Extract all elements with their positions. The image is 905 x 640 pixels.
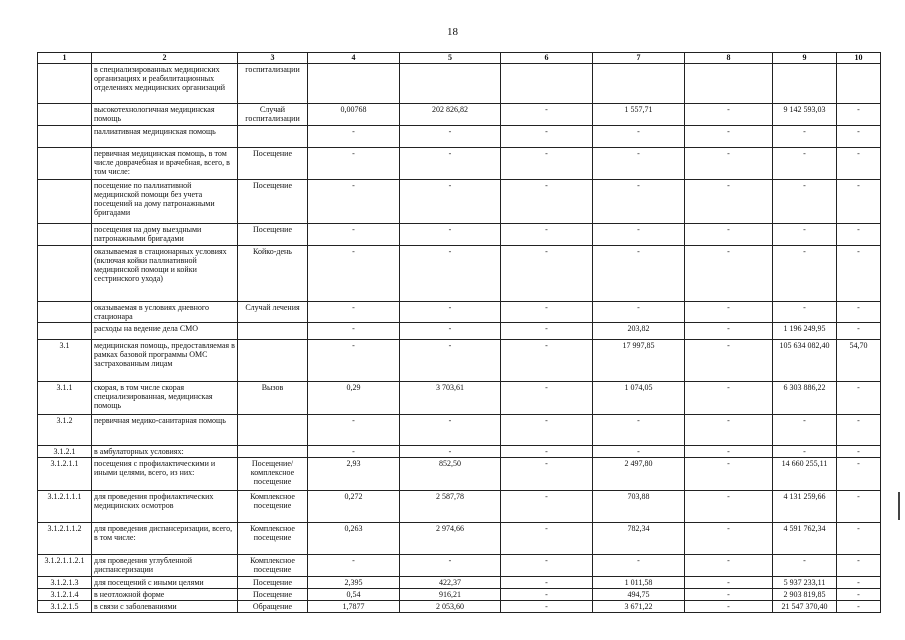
cell-col-8: - xyxy=(685,555,773,577)
cell-volume: - xyxy=(308,246,400,302)
cell-total-cost: - xyxy=(773,180,837,224)
cell-share: - xyxy=(837,589,881,601)
cell-col-6: - xyxy=(501,589,593,601)
column-header-5: 5 xyxy=(400,53,501,64)
cell-unit: Посещение xyxy=(238,589,308,601)
cell-col-8: - xyxy=(685,224,773,246)
cell-row-number xyxy=(38,104,92,126)
cell-total-cost: 4 131 259,66 xyxy=(773,491,837,523)
cell-col-6: - xyxy=(501,382,593,415)
cell-col-8 xyxy=(685,64,773,104)
cell-cost-per-unit: - xyxy=(400,323,501,340)
cell-row-number xyxy=(38,302,92,323)
cell-col-8: - xyxy=(685,104,773,126)
cell-row-number xyxy=(38,224,92,246)
cell-per-capita: 494,75 xyxy=(593,589,685,601)
cell-total-cost: - xyxy=(773,224,837,246)
cell-share: - xyxy=(837,382,881,415)
cell-row-description: первичная медико-санитарная помощь xyxy=(92,415,238,446)
table-row xyxy=(38,180,881,224)
cell-share: - xyxy=(837,302,881,323)
cell-row-description: оказываемая в стационарных условиях (включая койки паллиативной медицинской помощи и койки сестринского ухода) xyxy=(92,246,238,302)
cell-row-number xyxy=(38,148,92,180)
cell-share xyxy=(837,64,881,104)
cell-row-description: для посещений с иными целями xyxy=(92,577,238,589)
cell-col-6: - xyxy=(501,458,593,491)
cell-row-description: медицинская помощь, предоставляемая в рамках базовой программы ОМС застрахованным лицам xyxy=(92,340,238,382)
cell-row-number: 3.1.2.1.1.2.1 xyxy=(38,555,92,577)
column-header-4: 4 xyxy=(308,53,400,64)
cell-col-8: - xyxy=(685,382,773,415)
cell-col-8: - xyxy=(685,458,773,491)
cell-unit: Посещение xyxy=(238,577,308,589)
cell-share: - xyxy=(837,458,881,491)
table-row xyxy=(38,491,881,523)
cell-row-number: 3.1.2.1.1.1 xyxy=(38,491,92,523)
cell-cost-per-unit: 202 826,82 xyxy=(400,104,501,126)
cell-total-cost: - xyxy=(773,126,837,148)
cell-row-description: в связи с заболеваниями xyxy=(92,601,238,613)
cell-unit: Комплексное посещение xyxy=(238,491,308,523)
table-row xyxy=(38,601,881,613)
cell-col-6 xyxy=(501,64,593,104)
column-header-9: 9 xyxy=(773,53,837,64)
cell-total-cost: - xyxy=(773,148,837,180)
cell-row-number xyxy=(38,180,92,224)
cell-per-capita: 782,34 xyxy=(593,523,685,555)
cell-share: - xyxy=(837,601,881,613)
cell-col-8: - xyxy=(685,589,773,601)
cell-unit: Случай лечения xyxy=(238,302,308,323)
cell-total-cost: 9 142 593,03 xyxy=(773,104,837,126)
cell-per-capita: - xyxy=(593,302,685,323)
cell-unit: Посещение xyxy=(238,180,308,224)
header-row xyxy=(38,53,881,64)
table-row xyxy=(38,246,881,302)
cell-col-8: - xyxy=(685,446,773,458)
cell-volume: 1,7877 xyxy=(308,601,400,613)
cell-per-capita: 1 011,58 xyxy=(593,577,685,589)
cell-share: - xyxy=(837,323,881,340)
cell-share: - xyxy=(837,555,881,577)
cell-total-cost xyxy=(773,64,837,104)
cell-row-description: в специализированных медицинских организациях и реабилитационных отделениях медицинских организаций xyxy=(92,64,238,104)
cell-row-number: 3.1.2.1.1.2 xyxy=(38,523,92,555)
cell-cost-per-unit: 3 703,61 xyxy=(400,382,501,415)
cell-share: - xyxy=(837,446,881,458)
cell-total-cost: 105 634 082,40 xyxy=(773,340,837,382)
table-row xyxy=(38,458,881,491)
table-row xyxy=(38,415,881,446)
cell-row-description: высокотехнологичная медицинская помощь xyxy=(92,104,238,126)
cell-unit: Койко-день xyxy=(238,246,308,302)
cell-col-6: - xyxy=(501,180,593,224)
cell-share: - xyxy=(837,180,881,224)
cell-cost-per-unit: - xyxy=(400,302,501,323)
cell-total-cost: - xyxy=(773,555,837,577)
cell-per-capita: 2 497,80 xyxy=(593,458,685,491)
cell-per-capita: - xyxy=(593,126,685,148)
cell-cost-per-unit: - xyxy=(400,126,501,148)
table-row xyxy=(38,523,881,555)
cell-share: - xyxy=(837,491,881,523)
cell-per-capita: - xyxy=(593,148,685,180)
cell-row-number: 3.1.2.1.5 xyxy=(38,601,92,613)
cell-cost-per-unit xyxy=(400,64,501,104)
page-number: 18 xyxy=(447,26,458,38)
table-row xyxy=(38,126,881,148)
cell-row-number: 3.1 xyxy=(38,340,92,382)
cell-row-number xyxy=(38,246,92,302)
cell-row-description: посещения с профилактическими и иными целями, всего, из них: xyxy=(92,458,238,491)
cell-per-capita: - xyxy=(593,224,685,246)
cell-col-8: - xyxy=(685,523,773,555)
cell-per-capita: 703,88 xyxy=(593,491,685,523)
cell-row-description: первичная медицинская помощь, в том числе доврачебная и врачебная, всего, в том числе: xyxy=(92,148,238,180)
cell-share: - xyxy=(837,246,881,302)
cell-per-capita: - xyxy=(593,555,685,577)
cell-volume: 0,263 xyxy=(308,523,400,555)
cell-volume: - xyxy=(308,180,400,224)
cell-total-cost: 6 303 886,22 xyxy=(773,382,837,415)
cell-col-6: - xyxy=(501,577,593,589)
cell-row-description: расходы на ведение дела СМО xyxy=(92,323,238,340)
cell-cost-per-unit: - xyxy=(400,415,501,446)
cell-total-cost: 2 903 819,85 xyxy=(773,589,837,601)
cell-row-number: 3.1.2.1 xyxy=(38,446,92,458)
cell-col-6: - xyxy=(501,302,593,323)
cell-volume: - xyxy=(308,446,400,458)
cell-unit: Обращение xyxy=(238,601,308,613)
table-row xyxy=(38,148,881,180)
table-row xyxy=(38,224,881,246)
cell-share: - xyxy=(837,523,881,555)
column-header-10: 10 xyxy=(837,53,881,64)
cell-row-number: 3.1.1 xyxy=(38,382,92,415)
column-header-6: 6 xyxy=(501,53,593,64)
cell-total-cost: - xyxy=(773,302,837,323)
cell-share: - xyxy=(837,577,881,589)
cell-total-cost: 5 937 233,11 xyxy=(773,577,837,589)
cell-unit: Посещение/ комплексное посещение xyxy=(238,458,308,491)
cell-share: - xyxy=(837,104,881,126)
column-header-1: 1 xyxy=(38,53,92,64)
cell-per-capita: 17 997,85 xyxy=(593,340,685,382)
cell-cost-per-unit: 916,21 xyxy=(400,589,501,601)
table-row xyxy=(38,555,881,577)
cell-row-number: 3.1.2.1.3 xyxy=(38,577,92,589)
cell-volume: - xyxy=(308,302,400,323)
cell-per-capita: 1 074,05 xyxy=(593,382,685,415)
cell-cost-per-unit: 2 053,60 xyxy=(400,601,501,613)
table-row xyxy=(38,302,881,323)
table-row xyxy=(38,323,881,340)
column-header-7: 7 xyxy=(593,53,685,64)
cell-row-description: для проведения профилактических медицинских осмотров xyxy=(92,491,238,523)
cell-volume: - xyxy=(308,224,400,246)
cell-row-description: для проведения углубленной диспансеризации xyxy=(92,555,238,577)
cell-unit: Случай госпитализации xyxy=(238,104,308,126)
cell-row-description: скорая, в том числе скорая специализированная, медицинская помощь xyxy=(92,382,238,415)
cell-row-number xyxy=(38,126,92,148)
cell-volume: 0,272 xyxy=(308,491,400,523)
cell-col-6: - xyxy=(501,601,593,613)
cell-cost-per-unit: - xyxy=(400,148,501,180)
cell-unit: Вызов xyxy=(238,382,308,415)
cell-row-description: для проведения диспансеризации, всего, в том числе: xyxy=(92,523,238,555)
cell-cost-per-unit: - xyxy=(400,446,501,458)
cell-unit xyxy=(238,323,308,340)
cell-volume: - xyxy=(308,340,400,382)
cell-col-8: - xyxy=(685,577,773,589)
cell-row-description: паллиативная медицинская помощь xyxy=(92,126,238,148)
cell-share: - xyxy=(837,148,881,180)
cell-cost-per-unit: - xyxy=(400,180,501,224)
cell-col-8: - xyxy=(685,491,773,523)
cell-total-cost: 4 591 762,34 xyxy=(773,523,837,555)
cell-per-capita: - xyxy=(593,246,685,302)
cell-cost-per-unit: 2 974,66 xyxy=(400,523,501,555)
cell-col-6: - xyxy=(501,323,593,340)
cell-total-cost: - xyxy=(773,446,837,458)
cell-row-description: оказываемая в условиях дневного стационара xyxy=(92,302,238,323)
cell-unit xyxy=(238,415,308,446)
cell-per-capita: 1 557,71 xyxy=(593,104,685,126)
cell-total-cost: - xyxy=(773,246,837,302)
cell-share: - xyxy=(837,415,881,446)
cell-col-6: - xyxy=(501,224,593,246)
cell-unit xyxy=(238,446,308,458)
cell-volume: - xyxy=(308,415,400,446)
cell-col-8: - xyxy=(685,340,773,382)
cell-unit: Комплексное посещение xyxy=(238,555,308,577)
cell-volume: 0,00768 xyxy=(308,104,400,126)
cell-per-capita: - xyxy=(593,415,685,446)
cell-unit xyxy=(238,340,308,382)
cell-col-6: - xyxy=(501,246,593,302)
cell-unit xyxy=(238,126,308,148)
cell-per-capita: - xyxy=(593,180,685,224)
cell-col-8: - xyxy=(685,246,773,302)
cell-volume: 2,395 xyxy=(308,577,400,589)
table-row xyxy=(38,577,881,589)
cell-cost-per-unit: - xyxy=(400,224,501,246)
cell-unit: Посещение xyxy=(238,224,308,246)
cell-cost-per-unit: - xyxy=(400,246,501,302)
cell-col-8: - xyxy=(685,601,773,613)
cell-col-6: - xyxy=(501,555,593,577)
cell-col-8: - xyxy=(685,415,773,446)
cell-row-description: посещения на дому выездными патронажными бригадами xyxy=(92,224,238,246)
cell-cost-per-unit: - xyxy=(400,340,501,382)
cell-cost-per-unit: - xyxy=(400,555,501,577)
cell-per-capita xyxy=(593,64,685,104)
cell-col-8: - xyxy=(685,148,773,180)
cell-share: - xyxy=(837,126,881,148)
table-row xyxy=(38,64,881,104)
cell-cost-per-unit: 852,50 xyxy=(400,458,501,491)
cell-total-cost: - xyxy=(773,415,837,446)
cell-share: - xyxy=(837,224,881,246)
cell-row-number: 3.1.2.1.4 xyxy=(38,589,92,601)
cell-cost-per-unit: 422,37 xyxy=(400,577,501,589)
cell-col-6: - xyxy=(501,340,593,382)
cell-cost-per-unit: 2 587,78 xyxy=(400,491,501,523)
cell-share: 54,70 xyxy=(837,340,881,382)
table-body xyxy=(38,64,881,613)
cell-unit: Посещение xyxy=(238,148,308,180)
cell-volume: - xyxy=(308,323,400,340)
cell-unit: госпитализации xyxy=(238,64,308,104)
cell-row-number: 3.1.2.1.1 xyxy=(38,458,92,491)
cell-row-description: в амбулаторных условиях: xyxy=(92,446,238,458)
cell-total-cost: 14 660 255,11 xyxy=(773,458,837,491)
column-header-2: 2 xyxy=(92,53,238,64)
cell-col-8: - xyxy=(685,180,773,224)
cell-per-capita: 203,82 xyxy=(593,323,685,340)
cell-col-6: - xyxy=(501,446,593,458)
cell-volume: - xyxy=(308,148,400,180)
cell-total-cost: 1 196 249,95 xyxy=(773,323,837,340)
cell-unit: Комплексное посещение xyxy=(238,523,308,555)
edge-mark xyxy=(898,492,900,520)
cell-col-6: - xyxy=(501,523,593,555)
cell-volume: - xyxy=(308,126,400,148)
cell-volume: 2,93 xyxy=(308,458,400,491)
cell-col-6: - xyxy=(501,415,593,446)
tariff-table xyxy=(37,52,881,613)
cell-per-capita: - xyxy=(593,446,685,458)
cell-per-capita: 3 671,22 xyxy=(593,601,685,613)
table-row xyxy=(38,589,881,601)
cell-row-number xyxy=(38,64,92,104)
column-header-3: 3 xyxy=(238,53,308,64)
cell-col-6: - xyxy=(501,104,593,126)
cell-col-8: - xyxy=(685,302,773,323)
column-header-8: 8 xyxy=(685,53,773,64)
cell-col-8: - xyxy=(685,323,773,340)
cell-volume: 0,29 xyxy=(308,382,400,415)
cell-total-cost: 21 547 370,40 xyxy=(773,601,837,613)
cell-col-8: - xyxy=(685,126,773,148)
cell-volume: - xyxy=(308,555,400,577)
cell-volume: 0,54 xyxy=(308,589,400,601)
cell-row-number: 3.1.2 xyxy=(38,415,92,446)
cell-row-description: в неотложной форме xyxy=(92,589,238,601)
table-row xyxy=(38,340,881,382)
table-row xyxy=(38,104,881,126)
cell-col-6: - xyxy=(501,148,593,180)
cell-col-6: - xyxy=(501,126,593,148)
cell-col-6: - xyxy=(501,491,593,523)
cell-row-number xyxy=(38,323,92,340)
table-row xyxy=(38,446,881,458)
table-row xyxy=(38,382,881,415)
cell-row-description: посещение по паллиативной медицинской помощи без учета посещений на дому патронажными бригадами xyxy=(92,180,238,224)
cell-volume xyxy=(308,64,400,104)
